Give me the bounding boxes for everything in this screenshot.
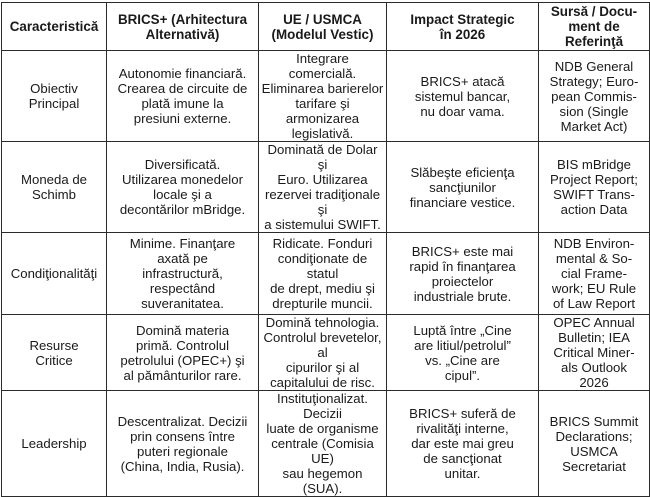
- cell-source: OPEC Annual Bulletin; IEA Critical Miner- als Outlook 2026: [539, 315, 650, 391]
- cell-source: NDB Environ- mental & So- cial Frame- work; EU Rule of Law Report: [539, 233, 650, 315]
- cell-source: BRICS Summit Declarations; USMCA Secretariat: [539, 391, 650, 497]
- header-impact: Impact Strategic în 2026: [387, 3, 539, 51]
- comparison-table: [1, 2, 650, 497]
- cell-brics: Diversificată. Utilizarea monedelor locale şi a decontărilor mBridge.: [107, 142, 259, 233]
- header-row: [2, 3, 650, 51]
- header-brics: BRICS+ (Arhitectura Alternativă): [107, 3, 259, 51]
- cell-west: Instituţionalizat. Decizii luate de organisme centrale (Comisia UE) sau hegemon (SUA).: [259, 391, 387, 497]
- cell-brics: Minime. Finanţare axată pe infrastructură, respectând suveranitatea.: [107, 233, 259, 315]
- cell-west: Domină tehnologia. Controlul brevetelor, al cipurilor şi al capitalului de risc.: [259, 315, 387, 391]
- cell-impact: BRICS+ suferă de rivalităţi interne, dar este mai greu de sancţionat unitar.: [387, 391, 539, 497]
- cell-feature: Resurse Critice: [2, 315, 107, 391]
- cell-impact: BRICS+ este mai rapid în finanţarea proiectelor industriale brute.: [387, 233, 539, 315]
- cell-feature: Condiţionalităţi: [2, 233, 107, 315]
- table-row: [2, 315, 650, 391]
- table-row: [2, 51, 650, 142]
- cell-west: Dominată de Dolar şi Euro. Utilizarea rezervei tradiţionale şi a sistemului SWIFT.: [259, 142, 387, 233]
- header-feature: Caracteristică: [2, 3, 107, 51]
- cell-impact: Slăbeşte eficienţa sancţiunilor financiare vestice.: [387, 142, 539, 233]
- cell-impact: Luptă între „Cine are litiul/petrolul” vs. „Cine are cipul”.: [387, 315, 539, 391]
- header-west: UE / USMCA (Modelul Vestic): [259, 3, 387, 51]
- cell-feature: Leadership: [2, 391, 107, 497]
- header-source: Sursă / Docu- ment de Referinţă: [539, 3, 650, 51]
- cell-source: NDB General Strategy; Euro- pean Commis- sion (Single Market Act): [539, 51, 650, 142]
- table-row: [2, 142, 650, 233]
- cell-brics: Domină materia primă. Controlul petrolului (OPEC+) şi al pământurilor rare.: [107, 315, 259, 391]
- table-row: [2, 391, 650, 497]
- cell-brics: Descentralizat. Decizii prin consens între puteri regionale (China, India, Rusia).: [107, 391, 259, 497]
- cell-brics: Autonomie financiară. Crearea de circuite de plată imune la presiuni externe.: [107, 51, 259, 142]
- cell-feature: Obiectiv Principal: [2, 51, 107, 142]
- cell-source: BIS mBridge Project Report; SWIFT Trans- action Data: [539, 142, 650, 233]
- cell-west: Ridicate. Fonduri condiţionate de statul de drept, mediu şi drepturile muncii.: [259, 233, 387, 315]
- cell-west: Integrare comercială. Eliminarea barierelor tarifare şi armonizarea legislativă.: [259, 51, 387, 142]
- cell-impact: BRICS+ atacă sistemul bancar, nu doar vama.: [387, 51, 539, 142]
- cell-feature: Moneda de Schimb: [2, 142, 107, 233]
- table-row: [2, 233, 650, 315]
